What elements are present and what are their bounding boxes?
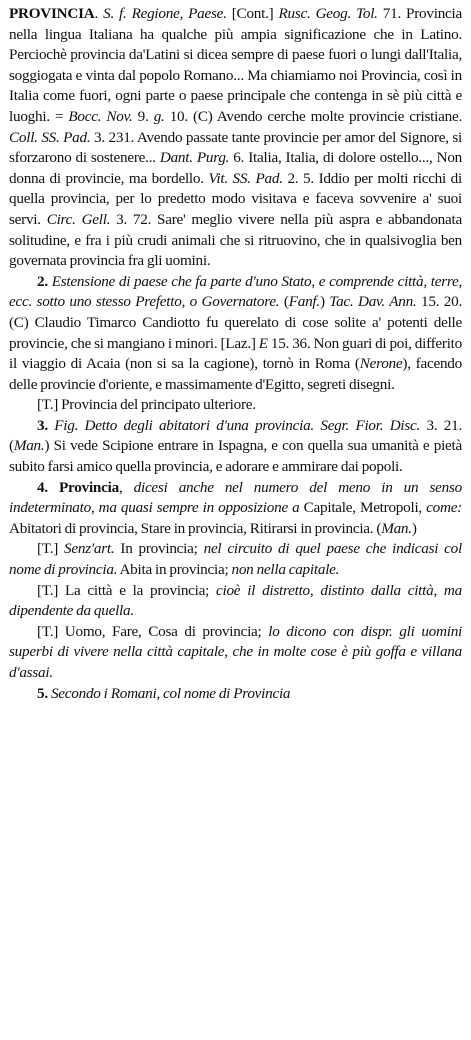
entry-definition-2-note: [T.] Provincia del principato ulteriore. [37,396,256,414]
italic-run: Dant. Purg. [159,149,230,167]
text-run: 6. Italia, Italia, di dolore ostello..., Non donna di provincie, ma bordello. [9,149,463,187]
text-run: 71. Provincia nella lingua Italiana ha qualche più ampia significazione che in Latino. Perciochè provincia da'Latini si dicea sempre di paese fuori o lungi dall'Italia, soggiogata e vinta dal popolo Romano... Ma chiamiamo noi Provincia, così in Italia come fuori, ogni parte o paese principale che contenga in sè più città e luoghi. = [9,5,462,125]
italic-run: Fanf. [288,293,320,311]
bold-run: PROVINCIA [9,5,95,22]
text-run: ), facendo delle provincie d'oriente, e massimamente d'Egitto, segreti disegni. [9,355,462,393]
entry-definition-4 [9,478,462,540]
text-run: 15. 36. Non guari di poi, differito il viaggio di Acaia (non si sa la cagione), tornò in Roma ( [9,334,462,373]
entry-definition-4-senz-art [9,539,462,580]
italic-run: nel circuito di quel paese che indicasi col nome di provincia. [9,540,462,579]
text-run: Abitatori di provincia, Stare in provincia, Ritirarsi in provincia. ( [9,519,382,537]
entry-definition-4-citta [9,581,462,622]
text-run: 3. 21. ( [9,416,462,455]
text-run: [T.] [37,540,65,558]
text-run: 3. 72. Sare' meglio vivere nella più aspra e abbandonata solitudine, e fra i più crudi animali che si ritruovino, che in qualsivoglia ben governata provincia fra gli uomini. [9,210,462,270]
text-run: [Cont.] [226,5,279,22]
text-run: , [118,478,134,496]
text-run: 9. [132,107,154,125]
italic-run: dicesi anche nel numero del meno in un senso indeterminato, ma quasi sempre in opposizione a [9,478,463,517]
text-run: 2. 5. Iddio per molti ricchi di quella provincia, per lo predetto modo visitava e faceva sovvenire a' suoi servi. [9,169,462,228]
italic-run: E [258,334,268,352]
text-run: ) [319,293,330,311]
italic-run: Man. [13,437,45,455]
text-run: Capitale, Metropoli, [299,499,427,517]
italic-run: Vit. SS. Pad. [208,169,283,187]
text-run: [T.] La città e la provincia; [37,581,216,599]
bold-run: 2. [37,272,48,290]
entry-definition-1 [9,4,462,272]
italic-run: come: [426,499,462,517]
italic-run: Man. [381,519,412,537]
italic-run: Fig. Detto degli abitatori d'una provincia. Segr. Fior. Disc. [54,416,421,434]
italic-run: Circ. Gell. [46,210,111,228]
text-run: 15. 20. (C) Claudio Timarco Candiotto fu querelato di cose solite a' potenti delle provincie, che si mangiano i minori. [Laz.] [9,293,463,352]
text-run: [T.] Uomo, Fare, Cosa di provincia; [37,622,269,640]
italic-run: Rusc. Geog. Tol. [278,5,378,22]
italic-run: cioè il distretto, distinto dalla città, ma dipendente da quella. [9,581,462,620]
entry-definition-4-uomo [9,622,462,684]
text-run: ) [411,519,417,537]
bold-run: 3. [37,416,48,434]
italic-run: Tac. Dav. Ann. [329,293,417,311]
italic-run: non nella capitale. [231,561,340,579]
italic-run: Senz'art. [64,540,115,558]
text-run: ) Si vede Scipione entrare in Ispagna, e con quella sua umanità e pietà subito farsi amico quella provincia, e adorare e ammirare dai popoli. [9,437,462,476]
text-run: Abita in provincia; [117,561,232,579]
entry-definition-2 [9,272,462,396]
italic-run: Nerone [359,355,403,373]
text-run: In provincia; [114,540,204,558]
italic-run: Bocc. Nov. [68,107,133,125]
entry-definition-3 [9,416,462,478]
italic-run: g. [153,107,165,125]
entry-definition-5 [9,684,462,705]
italic-run: Estensione di paese che fa parte d'uno Stato, e comprende città, terre, ecc. sotto uno stesso Prefetto, o Governatore. [9,272,462,311]
text-run: 3. 231. Avendo passate tante provincie per amor del Signore, si sforzarono di sostenere... [9,128,462,167]
bold-run: 5. [37,684,48,702]
italic-run: lo dicono con dispr. gli uomini superbi di vivere nella città capitale, che in molte cose è più goffa e villana d'assai. [9,622,463,681]
bold-run: 4. Provincia [37,478,119,496]
italic-run: Coll. SS. Pad. [9,128,91,146]
italic-run: S. f. Regione, Paese. [103,5,227,22]
text-run: . [94,5,104,22]
text-run: 10. (C) Avendo cerche molte provincie cristiane. [164,107,462,125]
italic-run: Secondo i Romani, col nome di Provincia [50,684,291,702]
text-run: ( [279,293,289,311]
